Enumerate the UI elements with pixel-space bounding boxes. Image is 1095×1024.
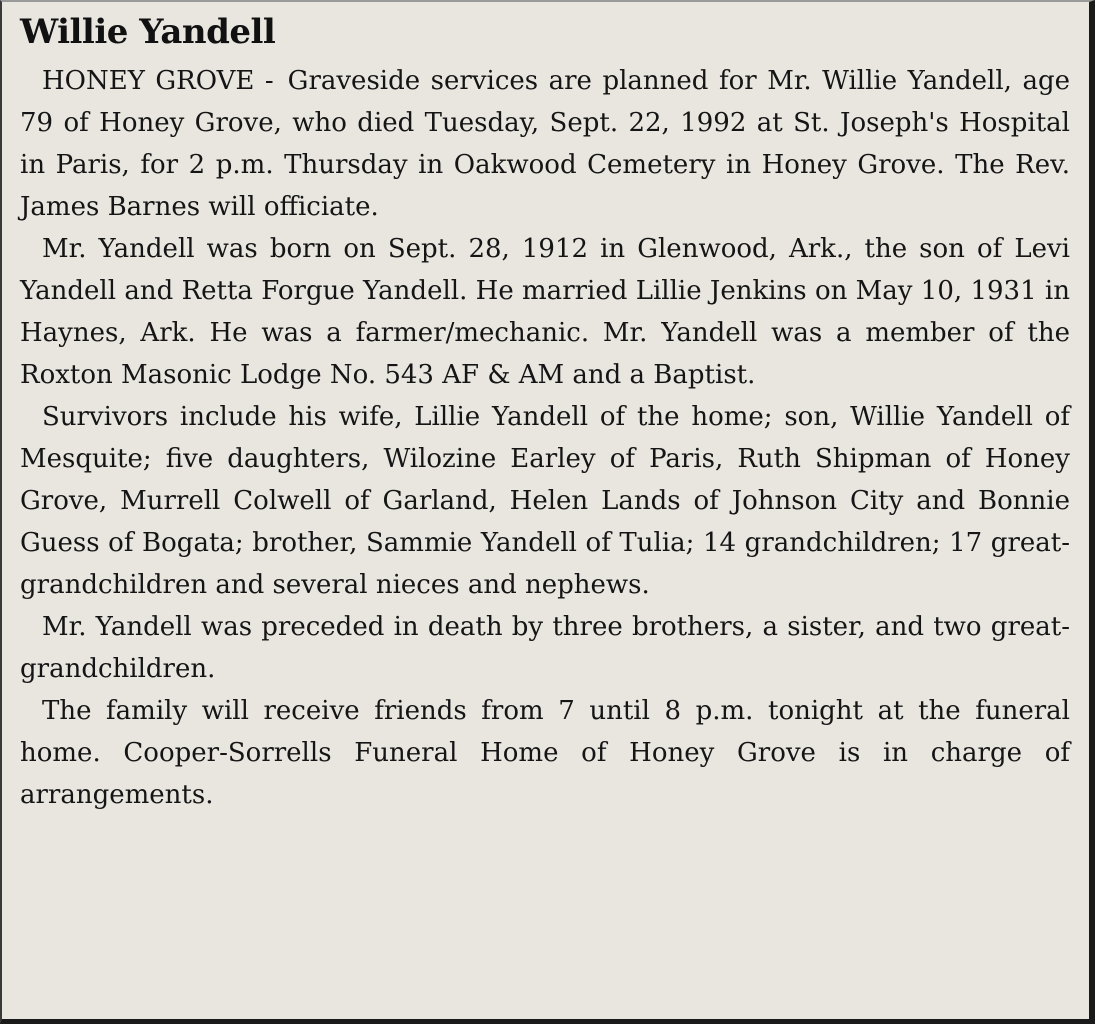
obituary-body [20,60,1070,816]
paragraph-services [20,60,1070,228]
paragraph-preceded: Mr. Yandell was preceded in death by three brothers, a sister, and two great-grandchildren. [20,612,1070,684]
paragraph-biography: Mr. Yandell was born on Sept. 28, 1912 in Glenwood, Ark., the son of Levi Yandell and Retta Forgue Yandell. He married Lillie Jenkins on May 10, 1931 in Haynes, Ark. He was a farmer/mechanic. Mr. Yandell was a member of the Roxton Masonic Lodge No. 543 AF & AM and a Baptist. [20,234,1070,390]
obituary-content [20,10,1070,816]
paragraph-survivors: Survivors include his wife, Lillie Yandell of the home; son, Willie Yandell of Mesquite; five daughters, Wilozine Earley of Paris, Ruth Shipman of Honey Grove, Murrell Colwell of Garland, Helen Lands of Johnson City and Bonnie Guess of Bogata; brother, Sammie Yandell of Tulia; 14 grandchildren; 17 great-grandchildren and several nieces and nephews. [20,402,1070,600]
paragraph-services-text: Graveside services are planned for Mr. Willie Yandell, age 79 of Honey Grove, who died Tuesday, Sept. 22, 1992 at St. Joseph's Hospital in Paris, for 2 p.m. Thursday in Oakwood Cemetery in Honey Grove. The Rev. James Barnes will officiate. [20,66,1070,222]
obituary-headline: Willie Yandell [20,12,276,52]
dateline: HONEY GROVE - [42,66,274,96]
paragraph-visitation: The family will receive friends from 7 until 8 p.m. tonight at the funeral home. Cooper-Sorrells Funeral Home of Honey Grove is in charge of arrangements. [20,696,1070,810]
